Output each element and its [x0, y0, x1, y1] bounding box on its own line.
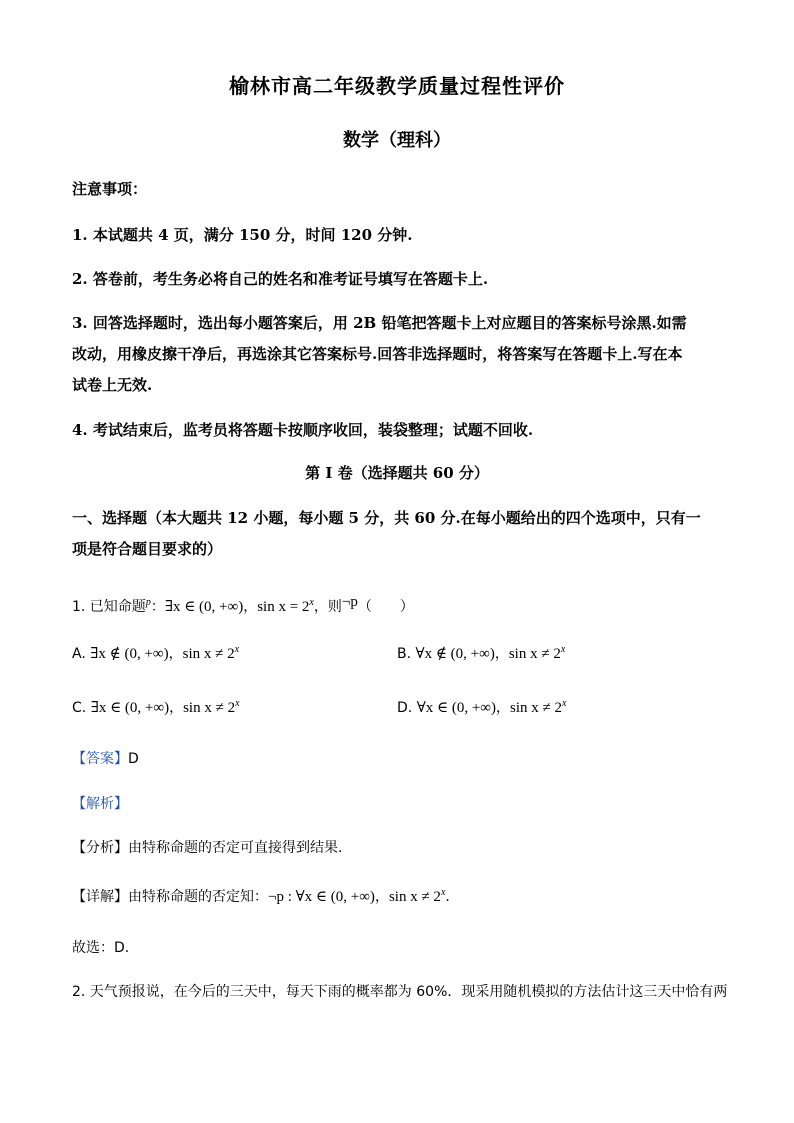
page-subtitle: 数学（理科）	[343, 130, 451, 151]
section-heading-line-2: 项是符合题目要求的）	[72, 540, 223, 558]
note-item-1: 1. 本试题共 4 页，满分 150 分，时间 120 分钟.	[72, 226, 413, 244]
answer-value: D	[128, 751, 139, 767]
note-item-3-line-1: 3. 回答选择题时，选出每小题答案后，用 2B 铅笔把答题卡上对应题目的答案标号涂黑.如需	[72, 314, 687, 332]
analysis-tag: 【解析】	[72, 796, 128, 812]
option-b-exp: x	[560, 644, 566, 655]
q1-equation: sin x = 2	[257, 599, 310, 615]
fenxi-text: 由特称命题的否定可直接得到结果.	[128, 840, 343, 856]
fenxi-tag: 【分析】	[72, 840, 128, 856]
option-a-math: ∃x ∉ (0, +∞)	[90, 646, 169, 662]
note-item-2: 2. 答卷前，考生务必将自己的姓名和准考证号填写在答题卡上.	[72, 270, 489, 288]
option-b-math: ∀x ∉ (0, +∞)	[415, 646, 495, 662]
q1-blank: （ ）	[357, 599, 414, 615]
option-c-math: ∃x ∈ (0, +∞)	[90, 700, 170, 716]
q1-colon: ：	[150, 599, 165, 615]
notes-heading: 注意事项：	[72, 180, 148, 198]
option-d: D. ∀x ∈ (0, +∞)，$\sin x \ne 2^x$	[397, 698, 567, 716]
option-c-exp: x	[235, 698, 240, 709]
option-a: A. ∃x ∉ (0, +∞)，$\sin x \ne 2^x$	[72, 644, 240, 662]
option-a-cond: sin x ≠ 2	[182, 646, 235, 662]
detail-cond: sin x ≠ 2	[388, 889, 441, 905]
option-d-label: D.	[397, 700, 413, 716]
detail-line: 【详解】由特称命题的否定知：¬p : ∀x ∈ (0, +∞)，$\sin x \ne 2^x$.	[72, 887, 450, 905]
option-d-exp: x	[562, 698, 567, 709]
q1-then: ，则	[313, 599, 342, 615]
q1-notp: ¬p	[341, 594, 358, 610]
note-item-3-line-2: 改动，用橡皮擦干净后，再选涂其它答案标号.回答非选择题时，将答案写在答题卡上.写在本	[72, 345, 683, 363]
option-b: B. ∀x ∉ (0, +∞)，$\sin x \ne 2^x$	[397, 644, 566, 662]
q1-p: p	[145, 597, 151, 608]
note-item-4: 4. 考试结束后，监考员将答题卡按顺序收回，装袋整理；试题不回收.	[72, 421, 534, 439]
option-a-label: A.	[72, 646, 86, 662]
conclusion: 故选：D.	[72, 940, 130, 956]
answer-tag: 【答案】	[72, 751, 128, 767]
detail-math: ¬p : ∀x ∈ (0, +∞)	[268, 889, 375, 905]
detail-text: 由特称命题的否定知：	[128, 889, 268, 905]
option-a-exp: x	[234, 644, 240, 655]
question-2-stem: 2. 天气预报说，在今后的三天中，每天下雨的概率都为 60%．现采用随机模拟的方法估计这三天中恰有两	[72, 984, 728, 1000]
option-b-label: B.	[397, 646, 412, 662]
volume-title: 第 I 卷（选择题共 60 分）	[305, 464, 489, 482]
q1-exp: x	[309, 597, 314, 608]
q1-prefix: 1. 已知命题	[72, 599, 146, 615]
fenxi-line	[72, 837, 342, 857]
section-heading-line-1: 一、选择题（本大题共 12 小题，每小题 5 分，共 60 分.在每小题给出的四个选项中，只有一	[72, 509, 701, 527]
detail-tag: 【详解】	[72, 889, 128, 905]
answer-line	[72, 748, 139, 768]
note-item-3-line-3: 试卷上无效.	[72, 376, 153, 394]
option-c-label: C.	[72, 700, 87, 716]
question-1-stem	[72, 594, 414, 616]
option-d-math: ∀x ∈ (0, +∞)	[416, 700, 496, 716]
q1-sep: ，	[243, 599, 258, 615]
option-c: C. ∃x ∈ (0, +∞)，$\sin x \ne 2^x$	[72, 698, 240, 716]
option-c-cond: sin x ≠ 2	[183, 700, 236, 716]
q1-condition: ∃x ∈ (0, +∞)	[164, 599, 244, 615]
option-b-cond: sin x ≠ 2	[508, 646, 561, 662]
page-title: 榆林市高二年级教学质量过程性评价	[229, 74, 565, 98]
option-d-cond: sin x ≠ 2	[510, 700, 562, 716]
detail-exp: x	[440, 887, 446, 898]
